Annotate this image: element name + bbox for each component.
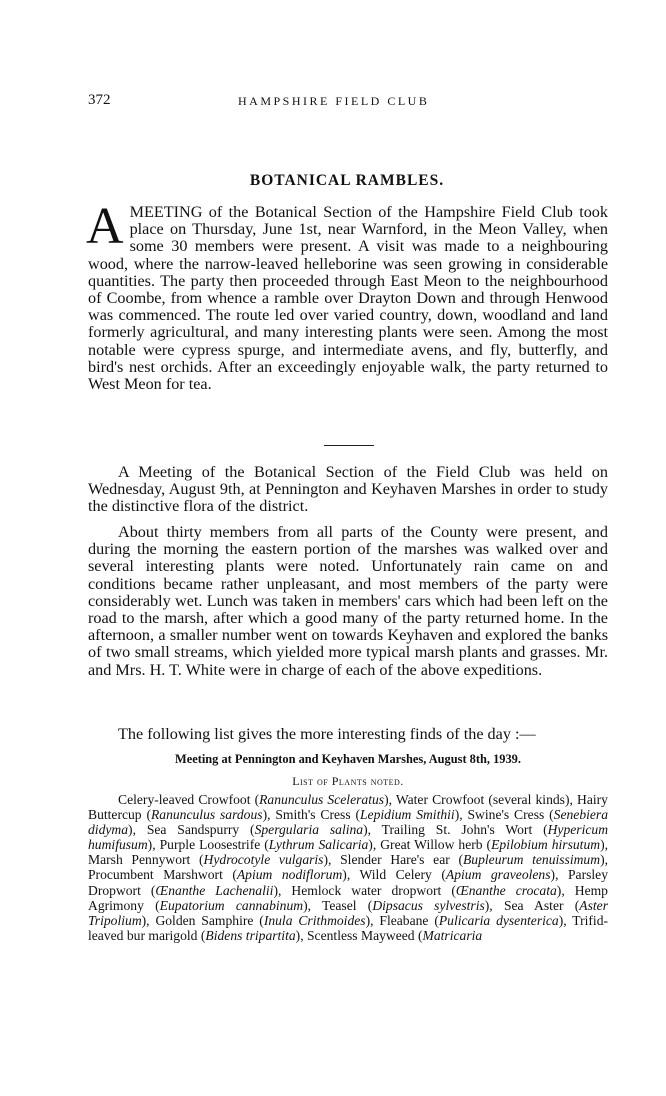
- plant-latin-name: Epilobium hirsutum: [491, 837, 601, 853]
- plant-common-name: Teasel: [322, 897, 357, 913]
- plant-common-name: Marsh Pennywort: [88, 852, 191, 868]
- plant-latin-name: Bupleurum tenuissimum: [462, 852, 601, 868]
- plant-common-name: Celery-leaved Crowfoot: [118, 792, 251, 807]
- plant-common-name: Hairy Buttercup: [88, 792, 608, 823]
- paragraph-4: The following list gives the more interesting finds of the day :—: [118, 725, 536, 743]
- plant-common-name: Procumbent Marshwort: [88, 867, 223, 883]
- plant-entry: Scentless Mayweed (Matricaria: [307, 927, 483, 943]
- plant-latin-name: Hypericum humifusum: [88, 822, 609, 853]
- plant-latin-name: Œnanthe crocata: [455, 882, 557, 898]
- plant-entry: Marsh Pennywort (Hydrocotyle vulgaris),: [88, 852, 341, 868]
- plant-list: [88, 792, 608, 943]
- plant-common-name: Smith's Cress: [275, 807, 351, 823]
- plant-latin-name: Dipsacus sylvestris: [372, 897, 485, 913]
- plant-common-name: Trifid-leaved bur marigold: [88, 912, 609, 943]
- plant-latin-name: Eupatorium cannabinum: [159, 897, 304, 913]
- section-title: BOTANICAL RAMBLES.: [249, 172, 445, 189]
- plant-entry: Parsley Dropwort (Œnanthe Lachenalii),: [88, 867, 608, 898]
- plant-entry: Hairy Buttercup (Ranunculus sardous),: [88, 792, 608, 823]
- page-number: 372: [88, 92, 111, 108]
- plant-entry: Hemp Agrimony (Eupatorium cannabinum),: [88, 882, 608, 913]
- plant-entry: Great Willow herb (Epilobium hirsutum),: [380, 837, 609, 853]
- plant-entry: Golden Samphire (Inula Crithmoides),: [155, 912, 380, 928]
- plant-common-name: Great Willow herb: [380, 837, 483, 853]
- plant-common-name: Sea Aster: [503, 897, 564, 913]
- plant-common-name: Fleabane: [379, 912, 429, 928]
- paragraph-2: A Meeting of the Botanical Section of the Field Club was held on Wednesday, August 9th, at Pennington and Keyhaven Marshes in order to study the distinctive flora of the district.: [88, 463, 608, 516]
- plant-entry: Water Crowfoot (several kinds),: [395, 792, 578, 807]
- plant-entry: Celery-leaved Crowfoot (Ranunculus Sceleratus),: [118, 792, 396, 807]
- running-title: HAMPSHIRE FIELD CLUB: [238, 94, 430, 108]
- plant-latin-name: Lepidium Smithii: [360, 807, 455, 823]
- plant-latin-name: Senebiera didyma: [88, 807, 609, 838]
- plant-entry: Trailing St. John's Wort (Hypericum humifusum),: [88, 822, 609, 853]
- plant-latin-name: Inula Crithmoides: [263, 912, 366, 928]
- plant-latin-name: Pulicaria dysenterica: [438, 912, 559, 928]
- plant-common-name: Trailing St. John's Wort: [381, 822, 533, 838]
- paragraph-1-text: MEETING of the Botanical Section of the Hampshire Field Club took place on Thursday, June 1st, near Warnford, in the Meon Valley, when some 30 members were present. A visit was made to a neighbouring wood, where the narrow-leaved helleborine was seen growing in considerable quantities. The party then proceeded through East Meon to the neighbourhood of Coombe, from whence a ramble over Drayton Down and through Henwood was commenced. The route led over varied country, down, woodland and land formerly agricultural, and many interesting plants were seen. Among the most notable were cypress spurge, and intermediate avens, and fly, butterfly, and bird's nest orchids. After an exceedingly enjoyable walk, the party returned to West Meon for tea.: [88, 203, 608, 394]
- plant-common-name: Sea Sandspurry: [146, 822, 240, 838]
- plant-entry: Swine's Cress (Senebiera didyma),: [88, 807, 609, 838]
- plant-common-name: Hemlock water dropwort: [291, 882, 442, 898]
- plant-common-name: Swine's Cress: [467, 807, 545, 823]
- running-header: [88, 92, 608, 112]
- plant-common-name: Water Crowfoot (several kinds): [395, 792, 570, 807]
- plant-common-name: Golden Samphire: [155, 912, 254, 928]
- plant-common-name: Wild Celery: [359, 867, 432, 883]
- plant-entry: Procumbent Marshwort (Apium nodiflorum),: [88, 867, 360, 883]
- plant-entry: Hemlock water dropwort (Œnanthe crocata),: [291, 882, 575, 898]
- plant-latin-name: Œnanthe Lachenalii: [155, 882, 274, 898]
- plant-entry: Fleabane (Pulicaria dysenterica),: [379, 912, 573, 928]
- meeting-title: Meeting at Pennington and Keyhaven Marshes, August 8th, 1939.: [175, 752, 521, 766]
- plant-latin-name: Hydrocotyle vulgaris: [203, 852, 324, 868]
- plant-latin-name: Apium graveolens: [445, 867, 551, 883]
- plant-entry: Sea Aster (Aster Tripolium),: [88, 897, 608, 928]
- plant-entry: Trifid-leaved bur marigold (Bidens tripartita),: [88, 912, 609, 943]
- plant-entry: Purple Loosestrife (Lythrum Salicaria),: [159, 837, 381, 853]
- plant-latin-name: Lythrum Salicaria: [268, 837, 369, 853]
- plant-latin-name: Aster Tripolium: [88, 897, 608, 928]
- plant-entry: Wild Celery (Apium graveolens),: [359, 867, 568, 883]
- section-divider: [324, 445, 374, 446]
- plant-latin-name: Ranunculus sardous: [150, 807, 263, 823]
- plant-entry: Teasel (Dipsacus sylvestris),: [322, 897, 504, 913]
- plant-entry: Sea Sandspurry (Spergularia salina),: [146, 822, 382, 838]
- list-heading: List of Plants noted.: [292, 774, 404, 788]
- plant-latin-name: Apium nodiflorum: [236, 867, 343, 883]
- plant-common-name: Purple Loosestrife: [159, 837, 261, 853]
- plant-latin-name: Ranunculus Sceleratus: [259, 792, 385, 807]
- plant-latin-name: Matricaria: [422, 927, 483, 943]
- paragraph-3: About thirty members from all parts of the County were present, and during the morning the eastern portion of the marshes was walked over and several interesting plants were noted. Unfortunately rain came on and conditions became rather unpleasant, and most members of the party were considerably wet. Lunch was taken in members' cars which had been left on the road to the marsh, after which a good many of the party returned home. In the afternoon, a smaller number went on towards Keyhaven and explored the banks of two small streams, which yielded more typical marsh plants and grasses. Mr. and Mrs. H. T. White were in charge of each of the above expeditions.: [88, 523, 608, 679]
- paragraph-1: [86, 198, 608, 394]
- plant-entry: Slender Hare's ear (Bupleurum tenuissimum),: [340, 852, 608, 868]
- plant-latin-name: Bidens tripartita: [205, 927, 296, 943]
- plant-entry: Smith's Cress (Lepidium Smithii),: [275, 807, 468, 823]
- plant-latin-name: Spergularia salina: [254, 822, 364, 838]
- plant-common-name: Slender Hare's ear: [340, 852, 450, 868]
- plant-common-name: Scentless Mayweed: [307, 927, 415, 943]
- drop-cap: A: [86, 198, 124, 255]
- plant-common-name: Parsley Dropwort: [88, 867, 608, 898]
- plant-common-name: Hemp Agrimony: [88, 882, 608, 913]
